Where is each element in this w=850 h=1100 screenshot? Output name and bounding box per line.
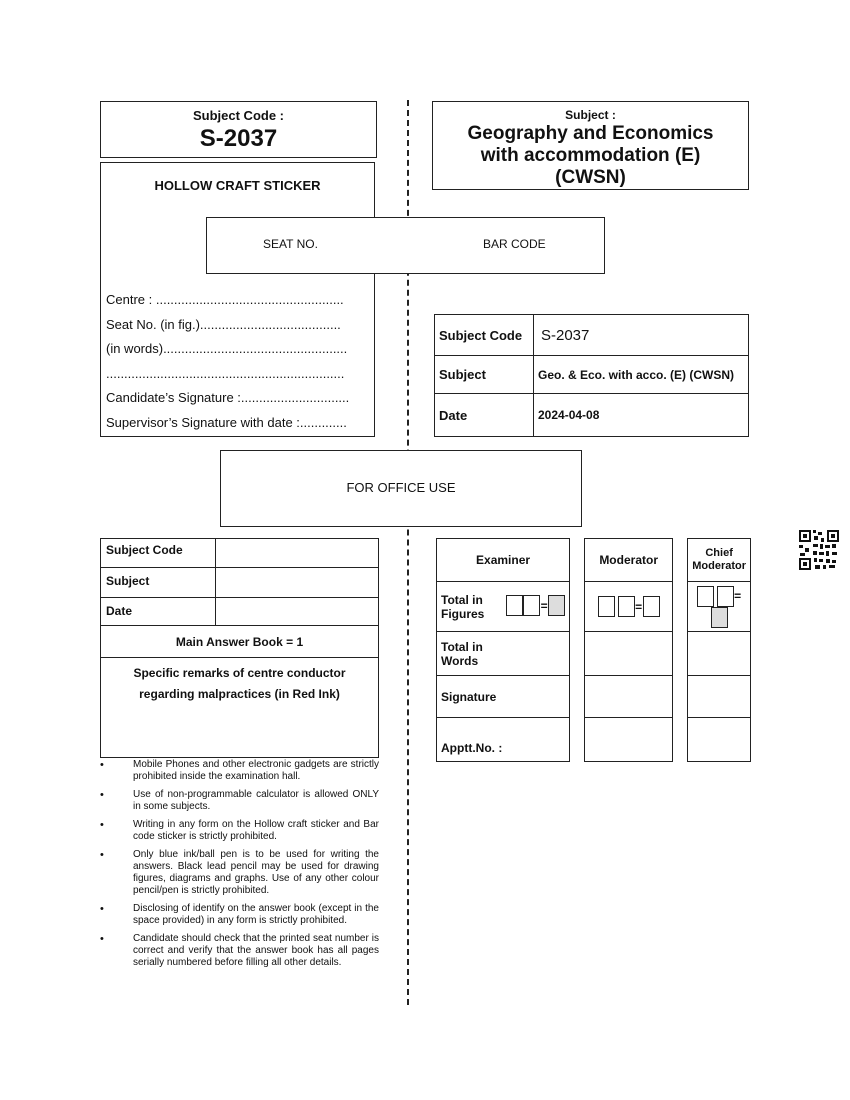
candidate-signature-field[interactable]: Candidate’s Signature :.............................. <box>106 390 350 405</box>
bullet-icon: • <box>100 903 104 915</box>
subject-title-line: with accommodation (E) <box>480 145 701 166</box>
lower-left-table <box>100 538 379 758</box>
marks-header-row <box>437 539 751 582</box>
examiner-header: Examiner <box>437 539 570 582</box>
instruction-text: Disclosing of identify on the answer book (except in the space provided) in any form is strictly prohibited. <box>133 903 379 926</box>
seat-no-words-field[interactable]: (in words)................................................... <box>106 341 348 356</box>
row-label <box>437 632 570 676</box>
instruction-text: Only blue ink/ball pen is to be used for writing the answers. Black lead pencil may be used for drawing figures, diagrams and graphs. Use of any other colour pencil/pen is strictly prohibited. <box>133 849 379 896</box>
info-row <box>435 315 749 356</box>
subject-code-value: S-2037 <box>199 125 278 152</box>
marks-row <box>437 632 751 676</box>
remarks-line: regarding malpractices (in Red Ink) <box>139 687 340 701</box>
subject-code-label: Subject Code : <box>192 108 284 123</box>
digit-box[interactable] <box>717 586 734 607</box>
moderator-words-cell[interactable] <box>584 632 672 676</box>
info-label: Date <box>435 394 534 437</box>
info-row <box>435 356 749 394</box>
digit-box[interactable] <box>618 596 635 617</box>
moderator-signature-cell[interactable] <box>584 676 672 718</box>
seat-no-label: SEAT NO. <box>263 237 318 251</box>
bullet-icon: • <box>100 933 104 945</box>
instructions-list <box>100 759 379 975</box>
info-label: Subject Code <box>435 315 534 356</box>
chief-words-cell[interactable] <box>688 632 751 676</box>
equals-sign: = <box>635 599 643 614</box>
row-label: Subject <box>106 574 150 588</box>
row-label: Apptt.No. : <box>437 718 570 762</box>
table-row <box>101 598 378 626</box>
remarks <box>101 663 378 705</box>
seat-no-words-continued[interactable]: .................................................................. <box>106 365 345 381</box>
chief-appt-cell[interactable] <box>688 718 751 762</box>
info-table <box>434 314 749 437</box>
subject-code-header <box>100 101 377 158</box>
moderator-appt-cell[interactable] <box>584 718 672 762</box>
main-answer-book: Main Answer Book = 1 <box>101 626 378 658</box>
total-box[interactable] <box>711 607 728 628</box>
info-value: Geo. & Eco. with acco. (E) (CWSN) <box>534 356 749 394</box>
qr-code-icon <box>799 530 839 570</box>
subject-header <box>432 101 749 190</box>
supervisor-signature-field[interactable]: Supervisor’s Signature with date :............. <box>106 414 347 430</box>
instruction-text: Writing in any form on the Hollow craft sticker and Bar code sticker is strictly prohibited. <box>133 819 379 842</box>
remarks-line: Specific remarks of centre conductor <box>133 666 346 680</box>
row-label: Signature <box>437 676 570 718</box>
total-box[interactable] <box>643 596 660 617</box>
row-label: Subject Code <box>106 543 183 557</box>
moderator-header: Moderator <box>584 539 672 582</box>
instruction-text: Use of non-programmable calculator is allowed ONLY in some subjects. <box>133 789 379 812</box>
subject-title-line: (CWSN) <box>555 167 626 188</box>
subject-label: Subject : <box>565 108 616 122</box>
row-label: Total in Figures <box>441 592 485 621</box>
chief-figures-cell <box>688 582 751 632</box>
instruction-item <box>100 819 379 843</box>
subject-title-line: Geography and Economics <box>467 123 714 144</box>
office-use-label: FOR OFFICE USE <box>346 480 456 495</box>
instruction-item <box>100 759 379 783</box>
column-divider <box>215 539 216 626</box>
equals-sign: = <box>540 598 548 613</box>
seat-no-figures-field[interactable]: Seat No. (in fig.)....................................... <box>106 316 341 332</box>
moderator-figures-cell <box>584 582 672 632</box>
chief-signature-cell[interactable] <box>688 676 751 718</box>
total-box[interactable] <box>548 595 565 616</box>
row-label-text: Total in Words <box>441 639 483 668</box>
instruction-item <box>100 933 379 969</box>
instruction-text: Mobile Phones and other electronic gadgets are strictly prohibited inside the examination hall. <box>133 759 379 782</box>
digit-box[interactable] <box>598 596 615 617</box>
marks-row <box>437 582 751 632</box>
digit-box[interactable] <box>697 586 714 607</box>
sticker-fields <box>106 292 371 439</box>
equals-sign: = <box>734 589 742 603</box>
digit-box[interactable] <box>523 595 540 616</box>
barcode-label: BAR CODE <box>483 237 546 251</box>
office-use-box <box>220 450 582 527</box>
chief-moderator-header: Chief Moderator <box>688 539 751 582</box>
bullet-icon: • <box>100 849 104 861</box>
instruction-text: Candidate should check that the printed seat number is correct and verify that the answer book has all pages serially numbered before filling all other details. <box>133 933 379 968</box>
figure-boxes <box>506 595 565 616</box>
instruction-item <box>100 789 379 813</box>
examiner-figures-cell <box>437 582 570 632</box>
instruction-item <box>100 903 379 927</box>
centre-field[interactable]: Centre : .................................................... <box>106 292 344 307</box>
info-value: S-2037 <box>534 315 749 356</box>
digit-box[interactable] <box>506 595 523 616</box>
table-row <box>101 568 378 598</box>
seat-barcode-box <box>206 217 605 274</box>
bullet-icon: • <box>100 819 104 831</box>
info-value: 2024-04-08 <box>534 394 749 437</box>
marks-table <box>436 538 751 762</box>
table-row <box>101 539 378 568</box>
bullet-icon: • <box>100 789 104 801</box>
info-label: Subject <box>435 356 534 394</box>
sticker-title: HOLLOW CRAFT STICKER <box>154 178 321 193</box>
subject-title <box>433 123 748 189</box>
info-row <box>435 394 749 437</box>
marks-row <box>437 718 751 762</box>
marks-row <box>437 676 751 718</box>
instruction-item <box>100 849 379 897</box>
row-label: Date <box>106 604 133 618</box>
bullet-icon: • <box>100 759 104 771</box>
